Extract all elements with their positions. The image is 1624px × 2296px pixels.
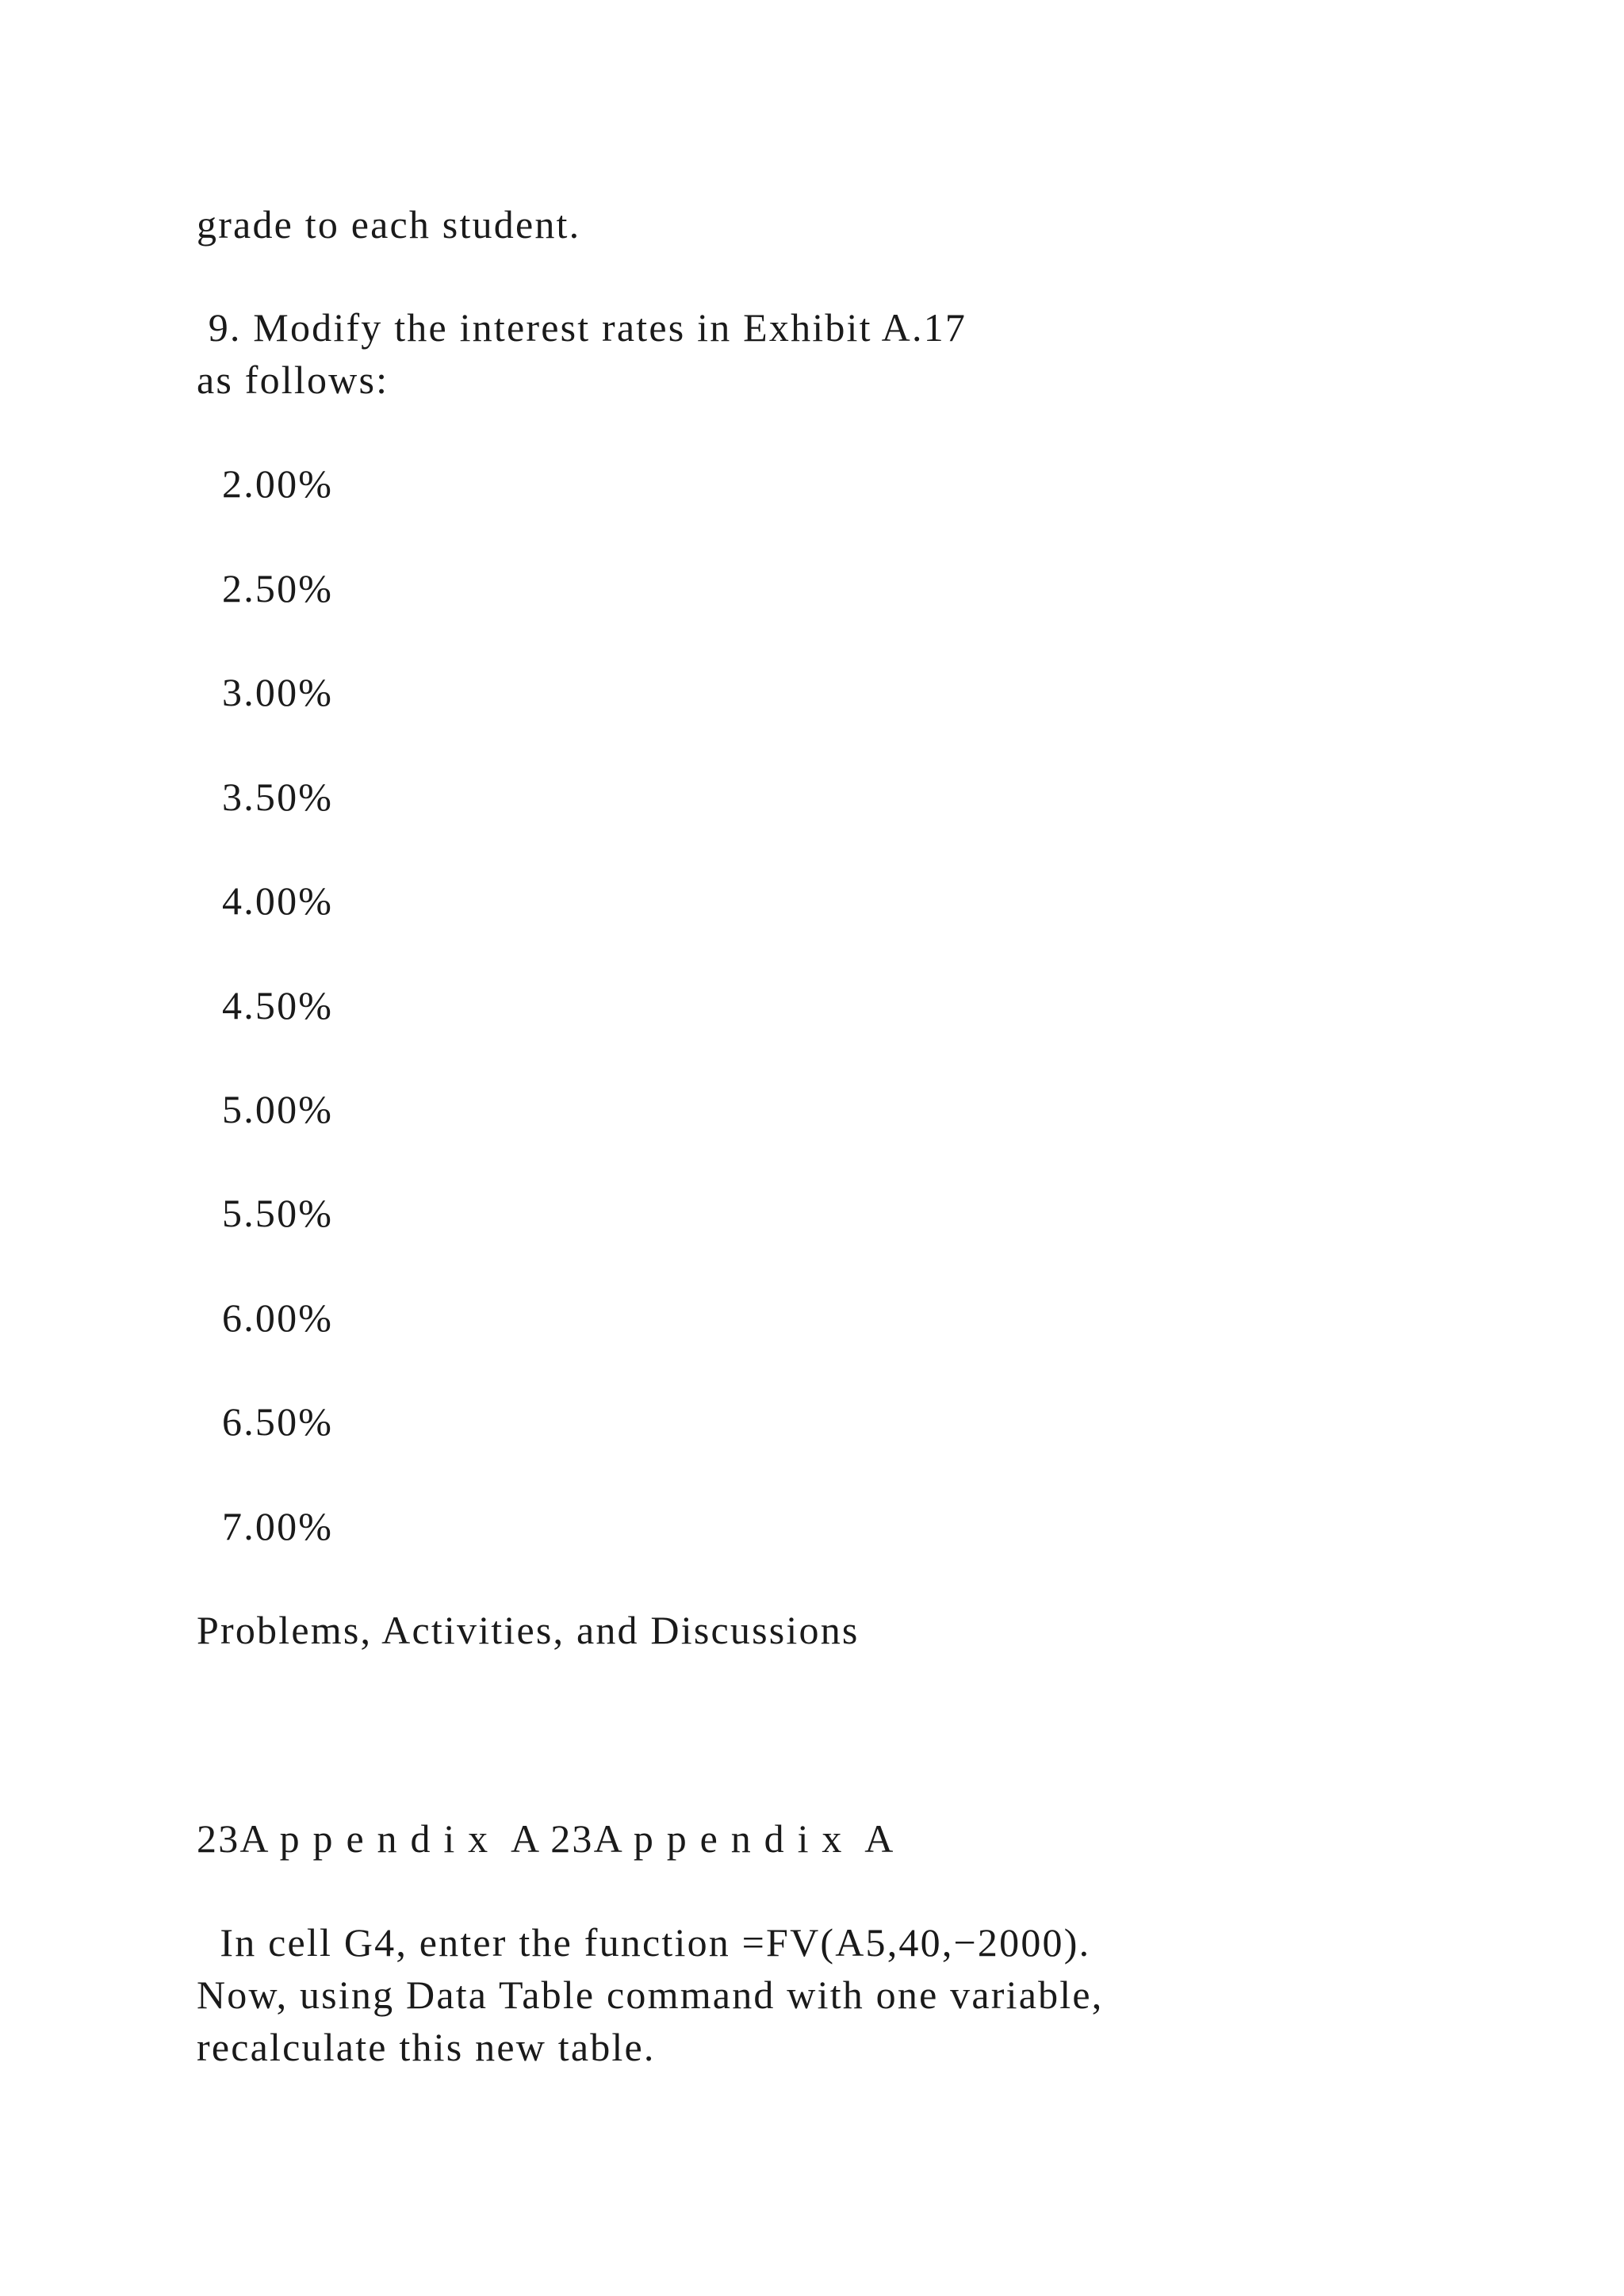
running-header: 23A p p e n d i x A 23A p p e n d i x A — [197, 1816, 895, 1861]
item-9-line-2: as follows: — [197, 358, 389, 402]
rate-item: 6.00% — [222, 1295, 334, 1340]
item-9-line-1: 9. Modify the interest rates in Exhibit A.17 — [197, 305, 967, 350]
closing-line-3: recalculate this new table. — [197, 2025, 656, 2069]
rate-item: 6.50% — [222, 1399, 334, 1444]
rate-item: 5.00% — [222, 1087, 334, 1131]
rate-item: 7.00% — [222, 1504, 334, 1548]
rate-item: 2.00% — [222, 461, 334, 506]
closing-line-2: Now, using Data Table command with one variable, — [197, 1973, 1104, 2017]
intro-line: grade to each student. — [197, 202, 581, 247]
rate-item: 3.50% — [222, 775, 334, 819]
rate-item: 4.50% — [222, 983, 334, 1027]
rate-item: 5.50% — [222, 1191, 334, 1235]
rate-item: 4.00% — [222, 878, 334, 923]
section-heading: Problems, Activities, and Discussions — [197, 1608, 860, 1652]
closing-line-1: In cell G4, enter the function =FV(A5,40,−2000). — [197, 1920, 1091, 1965]
rate-item: 2.50% — [222, 566, 334, 610]
rate-item: 3.00% — [222, 670, 334, 714]
